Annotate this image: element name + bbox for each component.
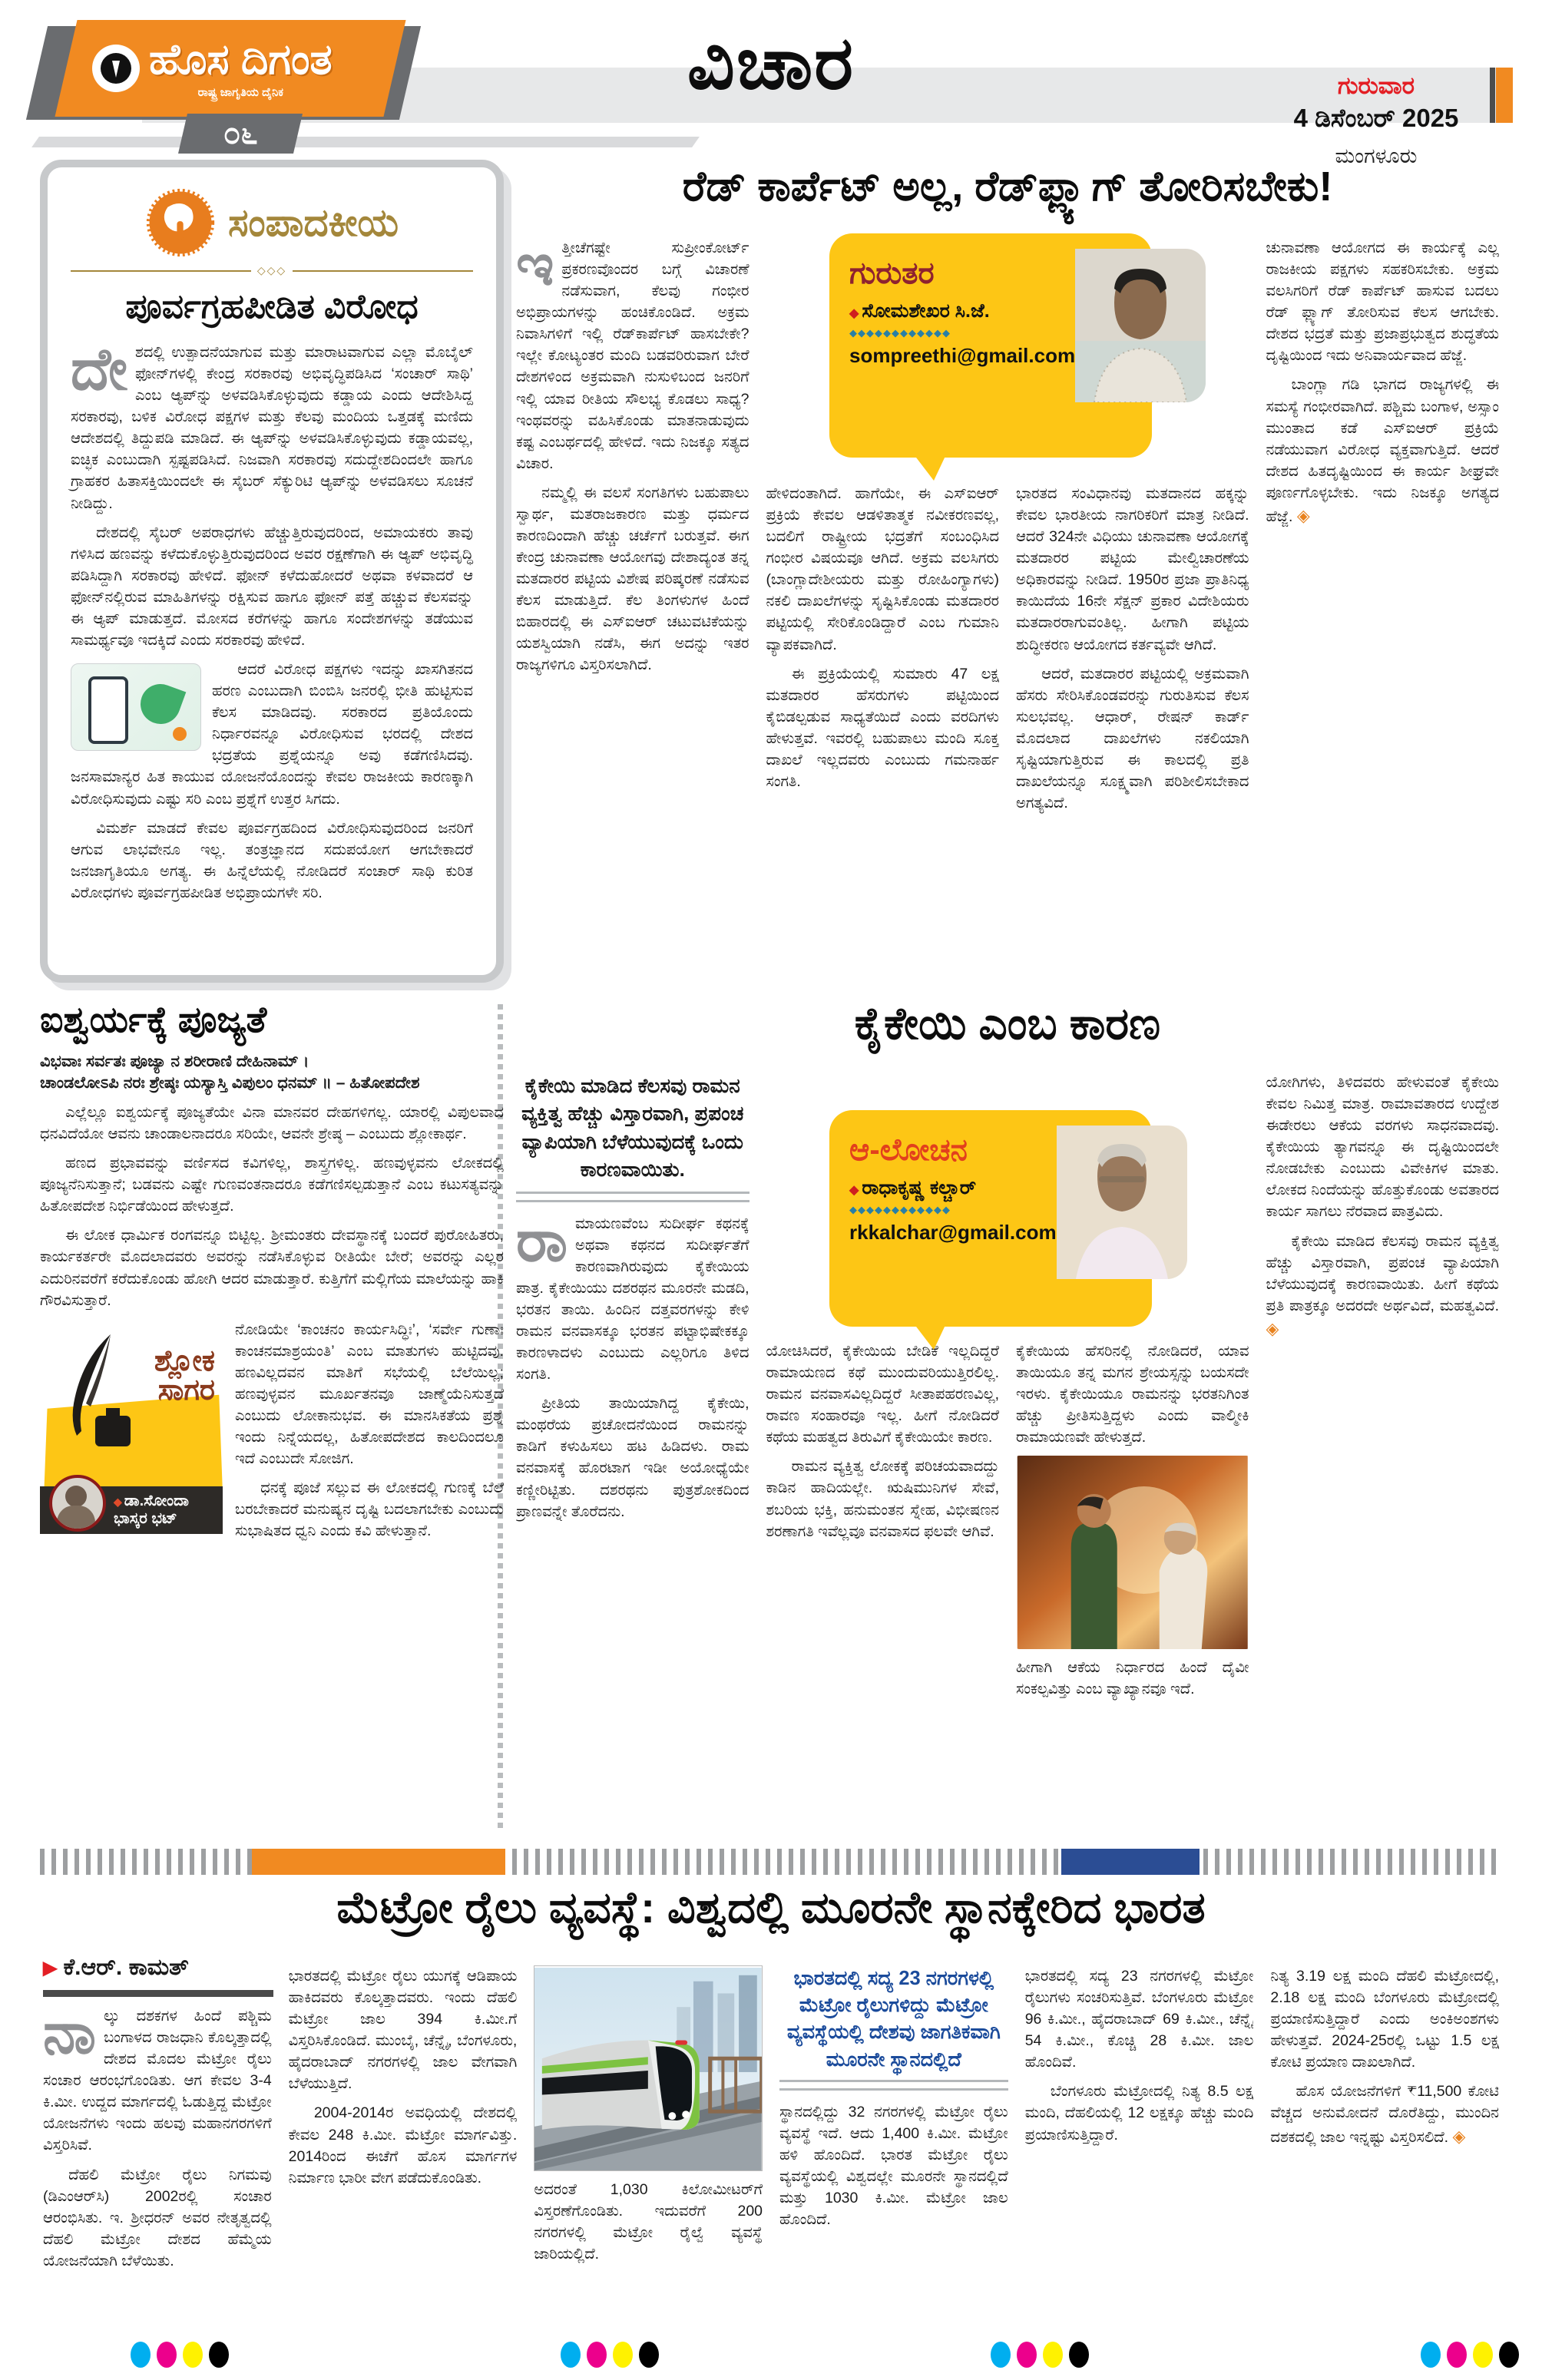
article1-paragraph: ನಮ್ಮಲ್ಲಿ ಈ ವಲಸೆ ಸಂಗತಿಗಳು ಬಹುಪಾಲು ಸ್ವಾರ್ಥ, ಮತರಾಜಕಾರಣ ಮತ್ತು ಧರ್ಮದ ಕಾರಣದಿಂದಾಗಿ ಹೆಚ್ಚು ಚರ್ಚೆಗೆ ಬರುತ್ತವೆ. ಈಗ ಕೇಂದ್ರ ಚುನಾವಣಾ ಆಯೋಗವು ದೇಶಾದ್ಯಂತ ತನ್ನ ಮತದಾರರ ಪಟ್ಟಿಯ ವಿಶೇಷ ಪರಿಷ್ಕರಣೆ ನಡೆಸುವ ಕೆಲಸ ಮಾಡುತ್ತಿದೆ. ಕೆಲ ತಿಂಗಳುಗಳ ಹಿಂದೆ ಬಿಹಾರದಲ್ಲಿ ಈ ಎಸ್‌ಐಆರ್ ಚಟುವಟಿಕೆಯನ್ನು ಯಶಸ್ವಿಯಾಗಿ ನಡೆಸಿ, ಈಗ ಅದನ್ನು ಇತರ ರಾಜ್ಯಗಳಿಗೂ ವಿಸ್ತರಿಸಲಾಗಿದೆ.	[516, 484, 749, 674]
editorial-paragraph: ಆದರೆ ವಿರೋಧ ಪಕ್ಷಗಳು ಇದನ್ನು ಖಾಸಗಿತನದ ಹರಣ ಎಂಬುದಾಗಿ ಬಿಂಬಿಸಿ ಜನರಲ್ಲಿ ಭೀತಿ ಹುಟ್ಟಿಸುವ ಕೆಲಸ ಮಾಡಿದವು. ಸರಕಾರದ ಪ್ರತಿಯೊಂದು ನಿರ್ಧಾರವನ್ನೂ ವಿರೋಧಿಸುವ ಭರದಲ್ಲಿ ದೇಶದ ಭದ್ರತೆಯ ಪ್ರಶ್ನೆಯನ್ನೂ ಅವು ಕಡೆಗಣಿಸಿದವು. ಜನಸಾಮಾನ್ಯರ ಹಿತ ಕಾಯುವ ಯೋಜನೆಯೊಂದನ್ನು ಕೇವಲ ರಾಜಕೀಯ ಕಾರಣಕ್ಕಾಗಿ ವಿರೋಧಿಸುವುದು ಎಷ್ಟು ಸರಿ ಎಂಬ ಪ್ರಶ್ನೆಗೆ ಉತ್ತರ ಸಿಗದು.	[71, 661, 473, 808]
article4-paragraph: ನಿತ್ಯ 3.19 ಲಕ್ಷ ಮಂದಿ ದೆಹಲಿ ಮೆಟ್ರೋದಲ್ಲಿ, 2.18 ಲಕ್ಷ ಮಂದಿ ಬೆಂಗಳೂರು ಮೆಟ್ರೋದಲ್ಲಿ ಪ್ರಯಾಣಿಸುತ್ತಿದ್ದಾರೆ ಎಂದು ಅಂಕಿಅಂಶಗಳು ಹೇಳುತ್ತವೆ. 2024-25ರಲ್ಲಿ ಒಟ್ಟು 1.5 ಲಕ್ಷ ಕೋಟಿ ಪ್ರಯಾಣ ದಾಖಲಾಗಿದೆ.	[1270, 1968, 1500, 2071]
black-dot	[639, 2342, 659, 2368]
column-name: ಗುರುತರ	[849, 256, 935, 290]
print-registration-dots	[1421, 2342, 1519, 2368]
sloka-author-photo	[49, 1475, 106, 1532]
author-photo	[1057, 1126, 1187, 1279]
article4-column-1	[43, 1965, 272, 2328]
article1-author-box	[829, 233, 1152, 458]
date-label: 4 ಡಿಸೆಂಬರ್ 2025	[1293, 104, 1459, 132]
article4-paragraph: ಬೆಂಗಳೂರು ಮೆಟ್ರೋದಲ್ಲಿ ನಿತ್ಯ 8.5 ಲಕ್ಷ ಮಂದಿ, ದೆಹಲಿಯಲ್ಲಿ 12 ಲಕ್ಷಕ್ಕೂ ಹೆಚ್ಚು ಮಂದಿ ಪ್ರಯಾಣಿಸುತ್ತಿದ್ದಾರೆ.	[1024, 2083, 1254, 2144]
article4-paragraph: 2004-2014ರ ಅವಧಿಯಲ್ಲಿ ದೇಶದಲ್ಲಿ ಕೇವಲ 248 ಕಿ.ಮೀ. ಮೆಟ್ರೋ ಮಾರ್ಗವಿತ್ತು. 2014ರಿಂದ ಈಚೆಗೆ ಹೊಸ ಮಾರ್ಗಗಳ ನಿರ್ಮಾಣ ಭಾರೀ ವೇಗ ಪಡೆದುಕೊಂಡಿತು.	[288, 2104, 518, 2187]
editorial-paragraph: ದೇಶದಲ್ಲಿ ಸೈಬರ್ ಅಪರಾಧಗಳು ಹೆಚ್ಚುತ್ತಿರುವುದರಿಂದ, ಅಮಾಯಕರು ತಾವು ಗಳಿಸಿದ ಹಣವನ್ನು ಕಳೆದುಕೊಳ್ಳುತ್ತಿರುವುದರಿಂದ ಅವರ ರಕ್ಷಣೆಗಾಗಿ ಈ ಆ್ಯಪ್ ಅಭಿವೃದ್ಧಿ ಪಡಿಸಿದ್ದಾಗಿ ಸರಕಾರವು ಹೇಳಿದೆ. ಫೋನ್ ಕಳೆದುಹೋದರೆ ಅಥವಾ ಕಳವಾದರೆ ಆ ಫೋನ್‌ನಲ್ಲಿರುವ ಮಾಹಿತಿಗಳನ್ನು ರಕ್ಷಿಸುವ ಹಾಗೂ ಫೋನ್ ಪತ್ತೆ ಹಚ್ಚುವ ಕೆಲಸವನ್ನು ಈ ಆ್ಯಪ್ ಮಾಡುತ್ತದೆ. ಮೋಸದ ಕರೆಗಳನ್ನು ಹಾಗೂ ಸಂದೇಶಗಳನ್ನು ತಡೆಯುವ ಸಾಮರ್ಥ್ಯವೂ ಇದಕ್ಕಿದೆ ಎಂದು ಸರಕಾರವು ಹೇಳಿದೆ.	[71, 524, 473, 650]
article1-paragraph: ಚುನಾವಣಾ ಆಯೋಗದ ಈ ಕಾರ್ಯಕ್ಕೆ ಎಲ್ಲ ರಾಜಕೀಯ ಪಕ್ಷಗಳು ಸಹಕರಿಸಬೇಕು. ಅಕ್ರಮ ವಲಸಿಗರಿಗೆ ರೆಡ್ ಕಾರ್ಪೆಟ್ ಹಾಸುವ ಬದಲು ರೆಡ್ ಫ್ಲ್ಯಾಗ್ ತೋರಿಸುವ ಕೆಲಸ ಆಗಬೇಕು. ದೇಶದ ಭದ್ರತೆ ಮತ್ತು ಪ್ರಜಾಪ್ರಭುತ್ವದ ಶುದ್ಧತೆಯ ದೃಷ್ಟಿಯಿಂದ ಇದು ಅನಿವಾರ್ಯವಾದ ಹೆಜ್ಜೆ.	[1266, 240, 1499, 365]
article1-paragraph: ಭಾರತದ ಸಂವಿಧಾನವು ಮತದಾನದ ಹಕ್ಕನ್ನು ಕೇವಲ ಭಾರತೀಯ ನಾಗರಿಕರಿಗೆ ಮಾತ್ರ ನೀಡಿದೆ. ಆದರೆ 324ನೇ ವಿಧಿಯು ಚುನಾವಣಾ ಆಯೋಗಕ್ಕೆ ಮತದಾರರ ಪಟ್ಟಿಯ ಮೇಲ್ವಿಚಾರಣೆಯ ಅಧಿಕಾರವನ್ನು ನೀಡಿದೆ. 1950ರ ಪ್ರಜಾ ಪ್ರಾತಿನಿಧ್ಯ ಕಾಯಿದೆಯ 16ನೇ ಸೆಕ್ಷನ್ ಪ್ರಕಾರ ವಿದೇಶಿಯರು ಮತದಾರರಾಗುವಂತಿಲ್ಲ. ಹೀಗಾಗಿ ಪಟ್ಟಿಯ ಶುದ್ಧೀಕರಣ ಆಯೋಗದ ಕರ್ತವ್ಯವೇ ಆಗಿದೆ.	[1016, 485, 1249, 653]
orange-dot	[173, 727, 187, 741]
article4-paragraph: ಸ್ಥಾನದಲ್ಲಿದ್ದು 32 ನಗರಗಳಲ್ಲಿ ಮೆಟ್ರೋ ರೈಲು ವ್ಯವಸ್ಥೆ ಇದೆ. ಆದು 1,400 ಕಿ.ಮೀ. ಮೆಟ್ರೋ ಹಳಿ ಹೊಂದಿದೆ. ಭಾರತ ಮೆಟ್ರೋ ರೈಲು ವ್ಯವಸ್ಥೆಯಲ್ಲಿ ವಿಶ್ವದಲ್ಲೇ ಮೂರನೇ ಸ್ಥಾನದಲ್ಲಿದೆ ಮತ್ತು 1030 ಕಿ.ಮೀ. ಮೆಟ್ರೋ ಜಾಲ ಹೊಂದಿದೆ.	[779, 2103, 1008, 2229]
article3-inline-image	[1016, 1456, 1249, 1649]
print-registration-dots	[561, 2342, 659, 2368]
article1-column-1	[516, 237, 749, 968]
article3-paragraph: ಕೈಕೇಯಿಯ ಹೆಸರಿನಲ್ಲಿ ನೋಡಿದರೆ, ಯಾವ ತಾಯಿಯೂ ತನ್ನ ಮಗನ ಶ್ರೇಯಸ್ಸನ್ನು ಬಯಸದೇ ಇರಳು. ಕೈಕೇಯಿಯೂ ರಾಮನನ್ನು ಭರತನಿಗಿಂತ ಹೆಚ್ಚು ಪ್ರೀತಿಸುತ್ತಿದ್ದಳು ಎಂದು ವಾಲ್ಮೀಕಿ ರಾಮಾಯಣವೇ ಹೇಳುತ್ತದೆ.	[1016, 1343, 1249, 1446]
article3-paragraph: ಯೋಚಿಸಿದರೆ, ಕೈಕೇಯಿಯ ಬೇಡಿಕೆ ಇಲ್ಲದಿದ್ದರೆ ರಾಮಾಯಣದ ಕಥೆ ಮುಂದುವರಿಯುತ್ತಿರಲಿಲ್ಲ. ರಾಮನ ವನವಾಸವಿಲ್ಲದಿದ್ದರೆ ಸೀತಾಪಹರಣವಿಲ್ಲ, ರಾವಣ ಸಂಹಾರವೂ ಇಲ್ಲ. ಹೀಗೆ ನೋಡಿದರೆ ಕಥೆಯ ಮಹತ್ವದ ತಿರುವಿಗೆ ಕೈಕೇಯಿಯೇ ಕಾರಣ.	[766, 1343, 999, 1446]
editorial-section-label: ಸಂಪಾದಕೀಯ	[227, 200, 399, 244]
page-number-badge: ೦೬	[178, 114, 303, 154]
newspaper-logo-icon	[92, 45, 140, 92]
article4-column-2	[289, 1965, 518, 2328]
phone-icon	[88, 676, 128, 744]
article-end-mark: ◈	[1452, 2126, 1466, 2146]
author-email[interactable]: sompreethi@gmail.com	[849, 344, 1076, 367]
print-registration-dots	[991, 2342, 1089, 2368]
yellow-dot	[1043, 2342, 1063, 2368]
article-end-mark: ◈	[1266, 1318, 1279, 1338]
black-dot	[1069, 2342, 1089, 2368]
article2-paragraph: ನೋಡಿಯೇ ‘ಕಾಂಚನಂ ಕಾರ್ಯಸಿದ್ಧಿಃ’, ‘ಸರ್ವೇ ಗುಣಾಃ ಕಾಂಚನಮಾಶ್ರಯಂತಿ’ ಎಂಬ ಮಾತುಗಳು ಹುಟ್ಟಿದವು. ಹಣವಿಲ್ಲದವನ ಮಾತಿಗೆ ಸಭೆಯಲ್ಲಿ ಬೆಲೆಯಿಲ್ಲ; ಹಣವುಳ್ಳವನ ಮೂರ್ಖತನವೂ ಜಾಣ್ಮೆಯೆನಿಸುತ್ತದೆ ಎಂಬುದು ಲೋಕಾನುಭವ. ಈ ಮಾನಸಿಕತೆಯ ಪ್ರಶ್ನೆ ಇಂದು ನಿನ್ನೆಯದಲ್ಲ, ಹಿತೋಪದೇಶದ ಕಾಲದಿಂದಲೂ ಇದೆ ಎಂಬುದೇ ಸೋಜಿಗ.	[235, 1321, 504, 1468]
article-red-flag	[516, 163, 1499, 981]
newspaper-name: ಹೊಸ ದಿಗಂತ	[149, 35, 333, 83]
article1-drop-cap: ಇ	[516, 237, 554, 298]
cyan-dot	[991, 2342, 1011, 2368]
article3-paragraph: ಪ್ರೀತಿಯ ತಾಯಿಯಾಗಿದ್ದ ಕೈಕೇಯಿ, ಮಂಥರೆಯ ಪ್ರಚೋದನೆಯಿಂದ ರಾಮನನ್ನು ಕಾಡಿಗೆ ಕಳುಹಿಸಲು ಹಟ ಹಿಡಿದಳು. ರಾಮ ವನವಾಸಕ್ಕೆ ಹೊರಟಾಗ ಇಡೀ ಅಯೋಧ್ಯೆಯೇ ಕಣ್ಣೀರಿಟ್ಟಿತು. ದಶರಥನು ಪುತ್ರಶೋಕದಿಂದ ಪ್ರಾಣವನ್ನೇ ತೊರೆದನು.	[516, 1395, 749, 1520]
metro-train-image	[534, 1965, 763, 2171]
editorial-drop-cap: ದೇ	[71, 337, 128, 402]
editorial-headline: ಪೂರ್ವಗ್ರಹಪೀಡಿತ ವಿರೋಧ	[125, 288, 419, 326]
article2-paragraph: ಹಣದ ಪ್ರಭಾವವನ್ನು ವರ್ಣಿಸದ ಕವಿಗಳಿಲ್ಲ, ಶಾಸ್ತ್ರಗಳಿಲ್ಲ. ಹಣವುಳ್ಳವನು ಲೋಕದಲ್ಲಿ ಪೂಜ್ಯನೆನಿಸುತ್ತಾನೆ; ಬಡವನು ಎಷ್ಟೇ ಗುಣವಂತನಾದರೂ ಕಡೆಗಣಿಸಲ್ಪಡುತ್ತಾನೆ ಎಂಬ ಕಟುಸತ್ಯವನ್ನು ಹಿತೋಪದೇಶ ನಿರ್ಭಿಡೆಯಿಂದ ಹೇಳುತ್ತದೆ.	[40, 1155, 504, 1215]
yellow-dot	[613, 2342, 633, 2368]
editorial-inline-image	[71, 663, 201, 751]
article-end-mark: ◈	[1296, 505, 1310, 525]
article3-intro: ಕೈಕೇಯಿ ಮಾಡಿದ ಕೆಲಸವು ರಾಮನ ವ್ಯಕ್ತಿತ್ವ ಹೆಚ್ಚು ವಿಸ್ತಾರವಾಗಿ, ಪ್ರಪಂಚ ವ್ಯಾಪಿಯಾಗಿ ಬೆಳೆಯುವುದಕ್ಕೆ ಒಂದು ಕಾರಣವಾಯಿತು.	[521, 1074, 744, 1182]
article3-paragraph: ರಾಮಾಯಣವೆಂಬ ಸುದೀರ್ಘ ಕಥನಕ್ಕೆ ಅಥವಾ ಕಥನದ ಸುದೀರ್ಘತೆಗೆ ಕಾರಣವಾಗಿರುವುದು ಕೈಕೇಯಿಯ ಪಾತ್ರ. ಕೈಕೇಯಿಯು ದಶರಥನ ಮೂರನೇ ಮಡದಿ, ಭರತನ ತಾಯಿ. ಹಿಂದಿನ ದತ್ತವರಗಳನ್ನು ಕೇಳಿ ರಾಮನ ವನವಾಸಕ್ಕೂ ಭರತನ ಪಟ್ಟಾಭಿಷೇಕಕ್ಕೂ ಕಾರಣಳಾದಳು ಎಂಬುದು ಎಲ್ಲರಿಗೂ ತಿಳಿದ ಸಂಗತಿ.	[516, 1208, 749, 1383]
date-block	[1276, 72, 1476, 169]
print-registration-dots	[131, 2342, 229, 2368]
article1-paragraph: ಇತ್ತೀಚೆಗಷ್ಟೇ ಸುಪ್ರೀಂಕೋರ್ಟ್ ಪ್ರಕರಣವೊಂದರ ಬಗ್ಗೆ ವಿಚಾರಣೆ ನಡೆಸುವಾಗ, ಕೆಲವು ಗಂಭೀರ ಅಭಿಪ್ರಾಯಗಳನ್ನು ಹಂಚಿಕೊಂಡಿದೆ. ಅಕ್ರಮ ನಿವಾಸಿಗಳಿಗೆ ಇಲ್ಲಿ ರೆಡ್‌ಕಾರ್ಪೆಟ್ ಹಾಸಬೇಕೇ? ಇಲ್ಲೇ ಕೋಟ್ಯಂತರ ಮಂದಿ ಬಡವರಿರುವಾಗ ಬೇರೆ ದೇಶಗಳಿಂದ ಅಕ್ರಮವಾಗಿ ನುಸುಳಿಬಂದ ಜನರಿಗೆ ಇಲ್ಲಿ ಯಾವ ರೀತಿಯ ಸೌಲಭ್ಯ ಕೊಡಲು ಸಾಧ್ಯ? ಇಂಥವರನ್ನು ವಹಿಸಿಕೊಂಡು ಮಾತನಾಡುವುದು ಕಷ್ಟ ಎಂಬರ್ಥದಲ್ಲಿ ಹೇಳಿದೆ. ಇದು ನಿಜಕ್ಕೂ ಸತ್ಯದ ವಿಚಾರ.	[516, 237, 749, 472]
article2-paragraph: ಈ ಲೋಕ ಧಾರ್ಮಿಕ ರಂಗವನ್ನೂ ಬಿಟ್ಟಿಲ್ಲ. ಶ್ರೀಮಂತರು ದೇವಸ್ಥಾನಕ್ಕೆ ಬಂದರೆ ಪುರೋಹಿತರು, ಕಾರ್ಯಕರ್ತರೇ ಮೊದಲಾದವರು ಅವರನ್ನು ನಡೆಸಿಕೊಳ್ಳುವ ರೀತಿಯೇ ಬೇರೆ; ಅವರನ್ನು ಎಲ್ಲರ ಎದುರಿನವರೆಗೆ ಕರೆದುಕೊಂಡು ಹೋಗಿ ಆದರ ಮಾಡುತ್ತಾರೆ. ಕುತ್ತಿಗೆಗೆ ಮಲ್ಲಿಗೆಯ ಮಾಲೆಯನ್ನು ಹಾಕಿ ಗೌರವಿಸುತ್ತಾರೆ.	[40, 1227, 504, 1309]
article-kaikeyi	[516, 998, 1499, 1839]
masthead-under-strip	[31, 137, 700, 147]
article1-paragraph: ಈ ಪ್ರಕ್ರಿಯೆಯಲ್ಲಿ ಸುಮಾರು 47 ಲಕ್ಷ ಮತದಾರರ ಹೆಸರುಗಳು ಪಟ್ಟಿಯಿಂದ ಕೈಬಿಡಲ್ಪಡುವ ಸಾಧ್ಯತೆಯಿದೆ ಎಂದು ವರದಿಗಳು ಹೇಳುತ್ತವೆ. ಇವರಲ್ಲಿ ಬಹುಪಾಲು ಮಂದಿ ಸೂಕ್ತ ದಾಖಲೆ ಇಲ್ಲದವರು ಎಂಬುದು ಗಮನಾರ್ಹ ಸಂಗತಿ.	[766, 665, 999, 791]
article4-column-4	[779, 1965, 1008, 2328]
article1-paragraph: ಬಾಂಗ್ಲಾ ಗಡಿ ಭಾಗದ ರಾಜ್ಯಗಳಲ್ಲಿ ಈ ಸಮಸ್ಯೆ ಗಂಭೀರವಾಗಿದೆ. ಪಶ್ಚಿಮ ಬಂಗಾಳ, ಅಸ್ಸಾಂ ಮುಂತಾದ ಕಡೆ ಎಸ್‌ಐಆರ್ ಪ್ರಕ್ರಿಯೆ ನಡೆಯುವಾಗ ವಿರೋಧ ವ್ಯಕ್ತವಾಗುತ್ತಿದೆ. ಆದರೆ ದೇಶದ ಹಿತದೃಷ್ಟಿಯಿಂದ ಈ ಕಾರ್ಯ ಶೀಘ್ರವೇ ಪೂರ್ಣಗೊಳ್ಳಬೇಕು. ಇದು ನಿಜಕ್ಕೂ ಅಗತ್ಯದ ಹೆಜ್ಜೆ. ◈	[1266, 376, 1499, 525]
weekday-label: ಗುರುವಾರ	[1337, 72, 1415, 99]
quill-ink-icon	[51, 1330, 143, 1460]
editorial-paragraph: ದೇಶದಲ್ಲಿ ಉತ್ಪಾದನೆಯಾಗುವ ಮತ್ತು ಮಾರಾಟವಾಗುವ ಎಲ್ಲಾ ಮೊಬೈಲ್ ಫೋನ್‌ಗಳಲ್ಲಿ ಕೇಂದ್ರ ಸರಕಾರವು ಅಭಿವೃದ್ಧಿಪಡಿಸಿದ ‘ಸಂಚಾರ್ ಸಾಥಿ’ ಎಂಬ ಆ್ಯಪ್‌ನ್ನು ಅಳವಡಿಸಿಕೊಳ್ಳುವುದು ಕಡ್ಡಾಯ ಎಂದು ಆದೇಶಿಸಿದ್ದ ಸರಕಾರವು, ಬಳಿಕ ವಿರೋಧ ಪಕ್ಷಗಳ ಮತ್ತು ಕೆಲವು ಮಂದಿಯ ಒತ್ತಡಕ್ಕೆ ಮಣಿದು ಆದೇಶದಲ್ಲಿ ತಿದ್ದುಪಡಿ ಮಾಡಿದೆ. ಈ ಆ್ಯಪ್‌ನ್ನು ಅಳವಡಿಸಿಕೊಳ್ಳುವುದು ಕಡ್ಡಾಯವಲ್ಲ, ಐಚ್ಛಿಕ ಎಂಬುದಾಗಿ ಸ್ಪಷ್ಟಪಡಿಸಿದೆ. ನಿಜವಾಗಿ ಸರಕಾರವು ಸದುದ್ದೇಶದಿಂದಲೇ ಹಾಗೂ ಗ್ರಾಹಕರ ಹಿತಾಸಕ್ತಿಯಿಂದಲೇ ಈ ಸೈಬರ್ ಸೆಕ್ಯುರಿಟಿ ಆ್ಯಪ್‌ನ್ನು ಅಳವಡಿಸಲು ಸೂಚನೆ ನೀಡಿದ್ದು.	[71, 337, 473, 512]
article4-drop-cap: ನಾ	[43, 2001, 97, 2066]
editorial-gold-rule: ◇◇◇	[71, 264, 473, 277]
article4-byline: ▶ ಕೆ.ಆರ್. ಕಾಮತ್	[43, 1955, 189, 1980]
cyan-dot	[561, 2342, 581, 2368]
article4-paragraph: ನಾಲ್ಕು ದಶಕಗಳ ಹಿಂದೆ ಪಶ್ಚಿಮ ಬಂಗಾಳದ ರಾಜಧಾನಿ ಕೊಲ್ಕತ್ತಾದಲ್ಲಿ ದೇಶದ ಮೊದಲ ಮೆಟ್ರೋ ರೈಲು ಸಂಚಾರ ಆರಂಭಗೊಂಡಿತು. ಆಗ ಕೇವಲ 3-4 ಕಿ.ಮೀ. ಉದ್ದದ ಮಾರ್ಗದಲ್ಲಿ ಓಡುತ್ತಿದ್ದ ಮೆಟ್ರೋ ಯೋಜನೆಗಳು ಇಂದು ಹಲವು ಮಹಾನಗರಗಳಿಗೆ ವಿಸ್ತರಿಸಿವೆ.	[43, 2001, 272, 2154]
masthead-orange-parallelogram	[55, 20, 405, 117]
editorial-box	[40, 160, 504, 983]
article1-headline: ರೆಡ್ ಕಾರ್ಪೆಟ್ ಅಲ್ಲ, ರೆಡ್‌ಫ್ಲ್ಯಾಗ್ ತೋರಿಸಬೇಕು!	[682, 164, 1333, 210]
author-name: ◆ ಸೋಮಶೇಖರ ಸಿ.ಜೆ.	[849, 300, 990, 322]
article4-paragraph: ದೆಹಲಿ ಮೆಟ್ರೋ ರೈಲು ನಿಗಮವು (ಡಿಎಂಆರ್‌ಸಿ) 2002ರಲ್ಲಿ ಸಂಚಾರ ಆರಂಭಿಸಿತು. ಇ. ಶ್ರೀಧರನ್ ಅವರ ನೇತೃತ್ವದಲ್ಲಿ ದೆಹಲಿ ಮೆಟ್ರೋ ದೇಶದ ಹೆಮ್ಮೆಯ ಯೋಜನೆಯಾಗಿ ಬೆಳೆಯಿತು.	[43, 2166, 272, 2269]
cyan-dot	[1421, 2342, 1441, 2368]
yellow-dot	[1473, 2342, 1493, 2368]
sloka-author-name: ◆ ಡಾ.ಸೋಂದಾ ಭಾಸ್ಕರ ಭಟ್	[114, 1492, 189, 1527]
cyan-dot	[131, 2342, 151, 2368]
article1-paragraph: ಹೇಳಿದಂತಾಗಿದೆ. ಹಾಗೆಯೇ, ಈ ಎಸ್‌ಐಆರ್ ಪ್ರಕ್ರಿಯೆ ಕೇವಲ ಆಡಳಿತಾತ್ಮಕ ನವೀಕರಣವಲ್ಲ, ಬದಲಿಗೆ ರಾಷ್ಟ್ರೀಯ ಭದ್ರತೆಗೆ ಸಂಬಂಧಿಸಿದ ಗಂಭೀರ ವಿಷಯವೂ ಆಗಿದೆ. ಅಕ್ರಮ ವಲಸಿಗರು (ಬಾಂಗ್ಲಾದೇಶೀಯರು ಮತ್ತು ರೋಹಿಂಗ್ಯಾಗಳು) ನಕಲಿ ದಾಖಲೆಗಳನ್ನು ಸೃಷ್ಟಿಸಿಕೊಂಡು ಮತದಾರರ ಪಟ್ಟಿಯಲ್ಲಿ ಸೇರಿಕೊಂಡಿದ್ದಾರೆ ಎಂಬ ಗುಮಾನಿ ವ್ಯಾಪಕವಾಗಿದೆ.	[766, 485, 999, 653]
double-rule	[516, 1192, 749, 1202]
article3-column-4	[1266, 1072, 1500, 1809]
magenta-dot	[587, 2342, 607, 2368]
article2-verse-line2: ಚಾಂಡಲೋಽಪಿ ನರಃ ಶ್ರೇಷ್ಠಃ ಯಸ್ಯಾಸ್ತಿ ವಿಪುಲಂ ಧನಮ್ ॥ – ಹಿತೋಪದೇಶ	[40, 1074, 420, 1092]
page-section-title: ವಿಚಾರ	[687, 22, 855, 104]
article2-paragraph: ಧನಕ್ಕೆ ಪೂಜೆ ಸಲ್ಲುವ ಈ ಲೋಕದಲ್ಲಿ ಗುಣಕ್ಕೆ ಬೆಲೆ ಬರಬೇಕಾದರೆ ಮನುಷ್ಯನ ದೃಷ್ಟಿ ಬದಲಾಗಬೇಕು ಎಂಬುದು ಸುಭಾಷಿತದ ಧ್ವನಿ ಎಂದು ಕವಿ ಹೇಳುತ್ತಾನೆ.	[235, 1479, 504, 1540]
byline-arrow-icon: ▶	[43, 1957, 58, 1978]
article3-headline: ಕೈಕೇಯಿ ಎಂಬ ಕಾರಣ	[854, 999, 1161, 1049]
article4-column-3	[534, 1965, 763, 2328]
article3-drop-cap: ರಾ	[516, 1208, 568, 1274]
author-email[interactable]: rkkalchar@gmail.com	[849, 1221, 1057, 1244]
magenta-dot	[1017, 2342, 1037, 2368]
article2-paragraph: ಎಲ್ಲೆಲ್ಲೂ ಐಶ್ವರ್ಯಕ್ಕೆ ಪೂಜ್ಯತೆಯೇ ವಿನಾ ಮಾನವರ ದೇಹಗಳಿಗಲ್ಲ. ಯಾರಲ್ಲಿ ವಿಪುಲವಾದ ಧನವಿದೆಯೋ ಆವನು ಚಾಂಡಾಲನಾದರೂ ಸರಿಯೇ, ಆವನೇ ಶ್ರೇಷ್ಠ – ಎಂಬುದು ಶ್ಲೋಕಾರ್ಥ.	[40, 1104, 504, 1143]
leaf-shape	[135, 679, 187, 730]
author-name: ◆ ರಾಧಾಕೃಷ್ಣ ಕಲ್ಚಾರ್	[849, 1177, 977, 1198]
article-aishwarya	[40, 998, 504, 1835]
magenta-dot	[157, 2342, 177, 2368]
article3-author-box	[829, 1110, 1152, 1327]
article4-column-5	[1025, 1965, 1254, 2328]
newspaper-tagline: ರಾಷ್ಟ್ರ ಜಾಗೃತಿಯ ದೈನಿಕ	[197, 86, 284, 99]
separator-blue-block	[1061, 1849, 1200, 1875]
header-corner-bar	[1496, 68, 1513, 123]
bottom-separator-bar	[40, 1849, 1502, 1875]
separator-orange-block	[252, 1849, 505, 1875]
article3-paragraph: ಕೈಕೇಯಿ ಮಾಡಿದ ಕೆಲಸವು ರಾಮನ ವ್ಯಕ್ತಿತ್ವ ಹೆಚ್ಚು ವಿಸ್ತಾರವಾಗಿ, ಪ್ರಪಂಚ ವ್ಯಾಪಿಯಾಗಿ ಬೆಳೆಯುವುದಕ್ಕೆ ಕಾರಣವಾಯಿತು. ಹೀಗೆ ಕಥೆಯ ಪ್ರತಿ ಪಾತ್ರಕ್ಕೂ ಅದರದೇ ಅರ್ಥವಿದೆ, ಮಹತ್ವವಿದೆ. ◈	[1266, 1232, 1499, 1338]
article4-columns	[43, 1965, 1499, 2328]
diamond-bullet-icon: ◆	[114, 1495, 122, 1508]
article3-paragraph: ರಾಮನ ವ್ಯಕ್ತಿತ್ವ ಲೋಕಕ್ಕೆ ಪರಿಚಯವಾದದ್ದು ಕಾಡಿನ ಹಾದಿಯಲ್ಲೇ. ಋಷಿಮುನಿಗಳ ಸೇವೆ, ಶಬರಿಯ ಭಕ್ತಿ, ಹನುಮಂತನ ಸ್ನೇಹ, ವಿಭೀಷಣನ ಶರಣಾಗತಿ ಇವೆಲ್ಲವೂ ವನವಾಸದ ಫಲವೇ ಆಗಿವೆ.	[766, 1458, 999, 1540]
column-name: ಆ-ಲೋಚನ	[849, 1133, 968, 1167]
editorial-paragraph: ವಿಮರ್ಶೆ ಮಾಡದೆ ಕೇವಲ ಪೂರ್ವಗ್ರಹದಿಂದ ವಿರೋಧಿಸುವುದರಿಂದ ಜನರಿಗೆ ಆಗುವ ಲಾಭವೇನೂ ಇಲ್ಲ. ತಂತ್ರಜ್ಞಾನದ ಸದುಪಯೋಗ ಆಗಬೇಕಾದರೆ ಜನಜಾಗೃತಿಯೂ ಅಗತ್ಯ. ಈ ಹಿನ್ನೆಲೆಯಲ್ಲಿ ನೋಡಿದರೆ ಸಂಚಾರ್ ಸಾಥಿ ಕುರಿತ ವಿರೋಧಗಳು ಪೂರ್ವಗ್ರಹಪೀಡಿತ ಅಭಿಪ್ರಾಯಗಳೇ ಸರಿ.	[71, 819, 473, 901]
sloka-author-strip	[40, 1486, 223, 1534]
city-label: ಮಂಗಳೂರು	[1335, 144, 1418, 167]
black-dot	[1499, 2342, 1519, 2368]
article1-paragraph: ಆದರೆ, ಮತದಾರರ ಪಟ್ಟಿಯಲ್ಲಿ ಅಕ್ರಮವಾಗಿ ಹೆಸರು ಸೇರಿಸಿಕೊಂಡವರನ್ನು ಗುರುತಿಸುವ ಕೆಲಸ ಸುಲಭವಲ್ಲ. ಆಧಾರ್, ರೇಷನ್ ಕಾರ್ಡ್ ಮೊದಲಾದ ದಾಖಲೆಗಳು ನಕಲಿಯಾಗಿ ಸೃಷ್ಟಿಯಾಗುತ್ತಿರುವ ಈ ಕಾಲದಲ್ಲಿ ಪ್ರತಿ ದಾಖಲೆಯನ್ನೂ ಸೂಕ್ಷ್ಮವಾಗಿ ಪರಿಶೀಲಿಸಬೇಕಾದ ಅಗತ್ಯವಿದೆ.	[1016, 665, 1249, 812]
sloka-sagara-column-box	[40, 1325, 223, 1534]
sloka-column-title: ಶ್ಲೋಕ ಸಾಗರ	[154, 1344, 215, 1407]
article4-paragraph: ಭಾರತದಲ್ಲಿ ಸದ್ಯ 23 ನಗರಗಳಲ್ಲಿ ಮೆಟ್ರೋ ರೈಲುಗಳು ಸಂಚರಿಸುತ್ತಿವೆ. ಬೆಂಗಳೂರು ಮೆಟ್ರೋ 96 ಕಿ.ಮೀ., ಹೈದರಾಬಾದ್ 69 ಕಿ.ಮೀ., ಚೆನ್ನೈ 54 ಕಿ.ಮೀ., ಕೊಚ್ಚಿ 28 ಕಿ.ಮೀ. ಜಾಲ ಹೊಂದಿವೆ.	[1024, 1968, 1254, 2071]
article2-headline: ಐಶ್ವರ್ಯಕ್ಕೆ ಪೂಜ್ಯತೆ	[40, 999, 267, 1040]
yellow-dot	[183, 2342, 203, 2368]
article3-column-1	[516, 1072, 749, 1809]
article4-paragraph: ಅದರಂತೆ 1,030 ಕಿಲೋಮೀಟರ್‌ಗೆ ವಿಸ್ತರಣೆಗೊಂಡಿತು. ಇದುವರೆಗೆ 200 ನಗರಗಳಲ್ಲಿ ಮೆಟ್ರೋ ರೈಲ್ವೆ ವ್ಯವಸ್ಥೆ ಜಾರಿಯಲ್ಲಿದೆ.	[534, 2181, 763, 2263]
article4-paragraph: ಭಾರತದಲ್ಲಿ ಮೆಟ್ರೋ ರೈಲು ಯುಗಕ್ಕೆ ಆಡಿಪಾಯ ಹಾಕಿದವರು ಕೊಲ್ಕತ್ತಾದವರು. ಇಂದು ದೆಹಲಿ ಮೆಟ್ರೋ ಜಾಲ 394 ಕಿ.ಮೀ.ಗೆ ವಿಸ್ತರಿಸಿಕೊಂಡಿದೆ. ಮುಂಬೈ, ಚೆನ್ನೈ, ಬೆಂಗಳೂರು, ಹೈದರಾಬಾದ್ ನಗರಗಳಲ್ಲಿ ಜಾಲ ವೇಗವಾಗಿ ಬೆಳೆಯುತ್ತಿದೆ.	[288, 1968, 518, 2093]
diamond-bullet-icon: ◆	[849, 307, 859, 320]
article4-paragraph: ಹೊಸ ಯೋಜನೆಗಳಿಗೆ ₹11,500 ಕೋಟಿ ವೆಚ್ಚದ ಅನುಮೋದನೆ ದೊರೆತಿದ್ದು, ಮುಂದಿನ ದಶಕದಲ್ಲಿ ಜಾಲ ಇನ್ನಷ್ಟು ವಿಸ್ತರಿಸಲಿದೆ. ◈	[1270, 2083, 1500, 2146]
diamond-divider: ◆◆◆◆◆◆◆◆◆◆◆◆	[849, 1204, 951, 1215]
editorial-logo-icon	[145, 187, 216, 258]
author-photo	[1075, 249, 1206, 402]
article2-verse-line1: ವಿಭವಾಃ ಸರ್ವತಃ ಪೂಜ್ಯಾ ನ ಶರೀರಾಣಿ ದೇಹಿನಾಮ್ ।	[40, 1053, 309, 1070]
article4-column-6	[1270, 1965, 1499, 2328]
black-dot	[209, 2342, 229, 2368]
article3-paragraph: ಯೋಗಿಗಳು, ತಿಳಿದವರು ಹೇಳುವಂತೆ ಕೈಕೇಯಿ ಕೇವಲ ನಿಮಿತ್ತ ಮಾತ್ರ. ರಾಮಾವತಾರದ ಉದ್ದೇಶ ಈಡೇರಲು ಆಕೆಯ ವರಗಳು ಸಾಧನವಾದವು. ಕೈಕೇಯಿಯ ತ್ಯಾಗವನ್ನೂ ಈ ದೃಷ್ಟಿಯಿಂದಲೇ ನೋಡಬೇಕು ಎಂಬುದು ವಿವೇಕಿಗಳ ಮಾತು. ಲೋಕದ ನಿಂದೆಯನ್ನು ಹೊತ್ತುಕೊಂಡು ಅವತಾರದ ಕಾರ್ಯ ಸಾಗಲು ನೆರವಾದ ಪಾತ್ರವಿದು.	[1266, 1074, 1499, 1221]
magenta-dot	[1447, 2342, 1467, 2368]
diamond-divider: ◆◆◆◆◆◆◆◆◆◆◆◆	[849, 327, 951, 339]
double-rule	[779, 2080, 1008, 2091]
diamond-bullet-icon: ◆	[849, 1184, 859, 1197]
article3-paragraph: ಹೀಗಾಗಿ ಆಕೆಯ ನಿರ್ಧಾರದ ಹಿಂದೆ ದೈವೀ ಸಂಕಲ್ಪವಿತ್ತು ಎಂಬ ವ್ಯಾಖ್ಯಾನವೂ ಇದೆ.	[1016, 1659, 1249, 1698]
article4-headline: ಮೆಟ್ರೋ ರೈಲು ವ್ಯವಸ್ಥೆ: ವಿಶ್ವದಲ್ಲಿ ಮೂರನೇ ಸ್ಥಾನಕ್ಕೇರಿದ ಭಾರತ	[336, 1883, 1206, 1932]
article1-column-4	[1266, 237, 1500, 968]
article4-pull-quote: ಭಾರತದಲ್ಲಿ ಸದ್ಯ 23 ನಗರಗಳಲ್ಲಿ ಮೆಟ್ರೋ ರೈಲುಗಳಿದ್ದು ಮೆಟ್ರೋ ವ್ಯವಸ್ಥೆಯಲ್ಲಿ ದೇಶವು ಜಾಗತಿಕವಾಗಿ ಮೂರನೇ ಸ್ಥಾನದಲ್ಲಿದೆ	[786, 1968, 1001, 2071]
